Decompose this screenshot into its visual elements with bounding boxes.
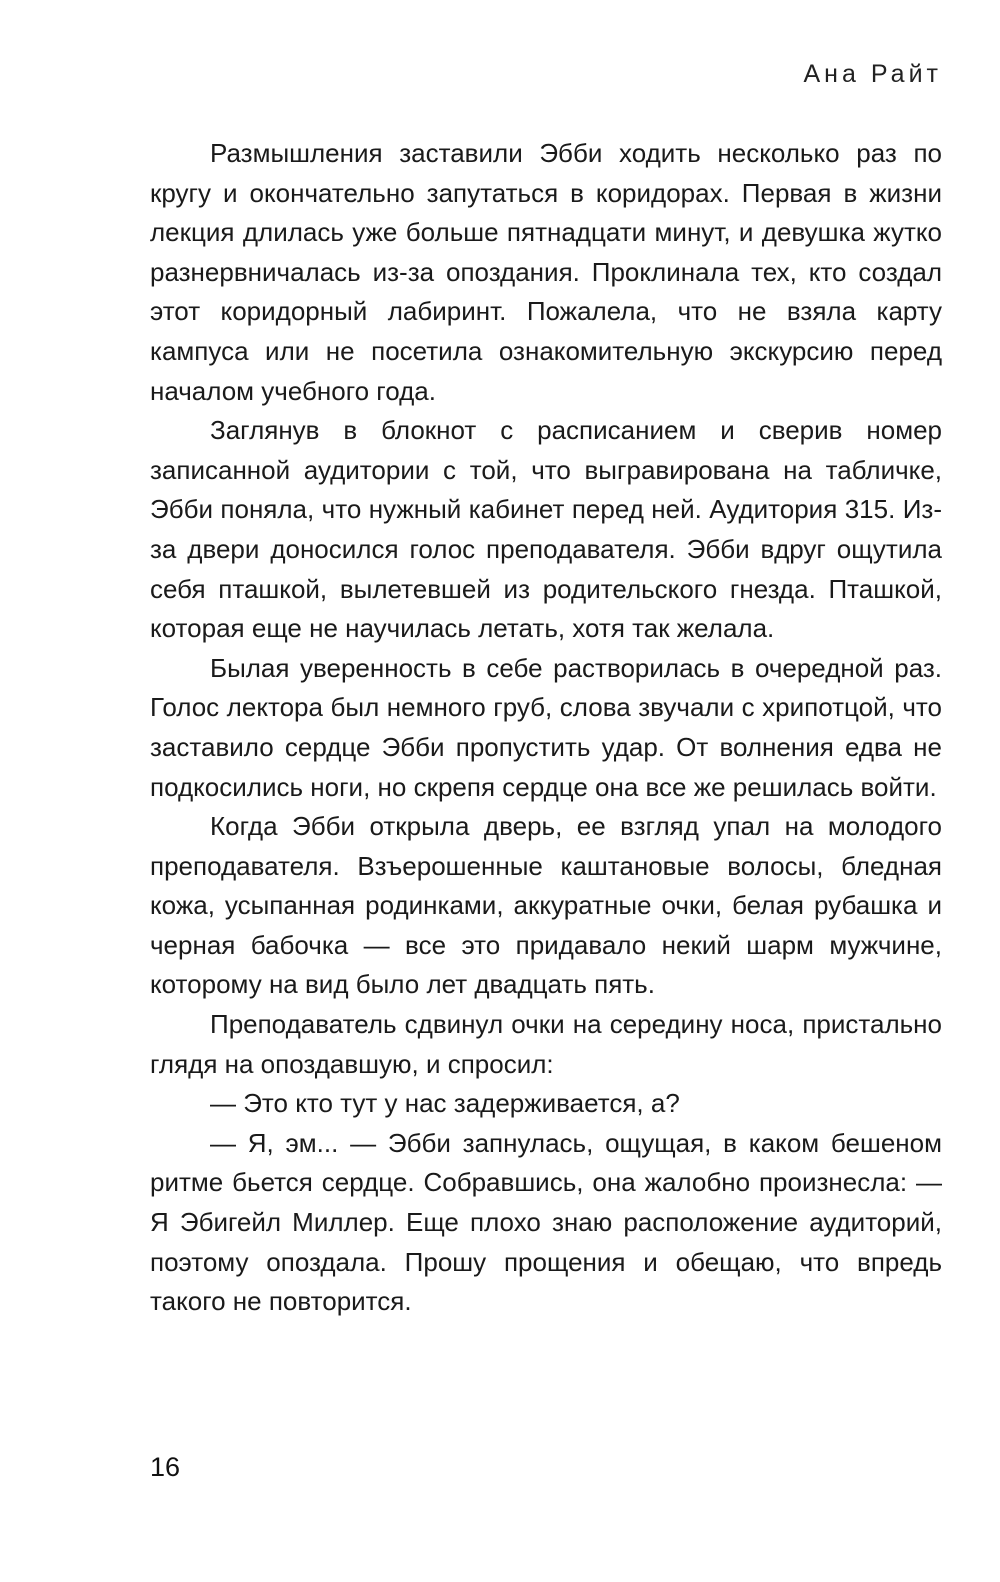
paragraph: Былая уверенность в себе растворилась в очередной раз. Голос лектора был немного груб, слова звучали с хрипотцой, что заставило сердце Эбби пропустить удар. От волнения едва не подкосились ноги, но скрепя сердце она все же решилась войти. <box>150 652 942 802</box>
dialogue-line: — Я, эм... — Эбби запнулась, ощущая, в каком бешеном ритме бьется сердце. Собравшись, она жалобно произнесла: — Я Эбигейл Миллер. Еще плохо знаю расположение аудиторий, поэтому опоздала. Прошу прощения и обещаю, что впредь такого не повторится. <box>150 1127 942 1317</box>
paragraph: Когда Эбби открыла дверь, ее взгляд упал на молодого преподавателя. Взъерошенные каштановые волосы, бледная кожа, усыпанная родинками, аккуратные очки, белая рубашка и черная бабочка — все это придавало некий шарм мужчине, которому на вид было лет двадцать пять. <box>150 811 942 1000</box>
running-head: Ана Райт <box>803 60 942 88</box>
body-text <box>150 134 942 1322</box>
paragraph: Заглянув в блокнот с расписанием и сверив номер записанной аудитории с той, что выгравирована на табличке, Эбби поняла, что нужный кабинет перед ней. Аудитория 315. Из-за двери доносился голос преподавателя. Эбби вдруг ощутила себя пташкой, вылетевшей из родительского гнезда. Пташкой, которая еще не научилась летать, хотя так желала. <box>150 415 942 644</box>
paragraph: Преподаватель сдвинул очки на середину носа, пристально глядя на опоздавшую, и спросил: <box>150 1009 942 1079</box>
paragraph: Размышления заставили Эбби ходить несколько раз по кругу и окончательно запутаться в коридорах. Первая в жизни лекция длилась уже больше пятнадцати минут, и девушка жутко разнервничалась из-за опоздания. Проклинала тех, кто создал этот коридорный лабиринт. Пожалела, что не взяла карту кампуса или не посетила ознакомительную экскурсию перед началом учебного года. <box>150 138 942 406</box>
page-number: 16 <box>150 1452 181 1482</box>
dialogue-line: — Это кто тут у нас задерживается, а? <box>210 1088 680 1119</box>
